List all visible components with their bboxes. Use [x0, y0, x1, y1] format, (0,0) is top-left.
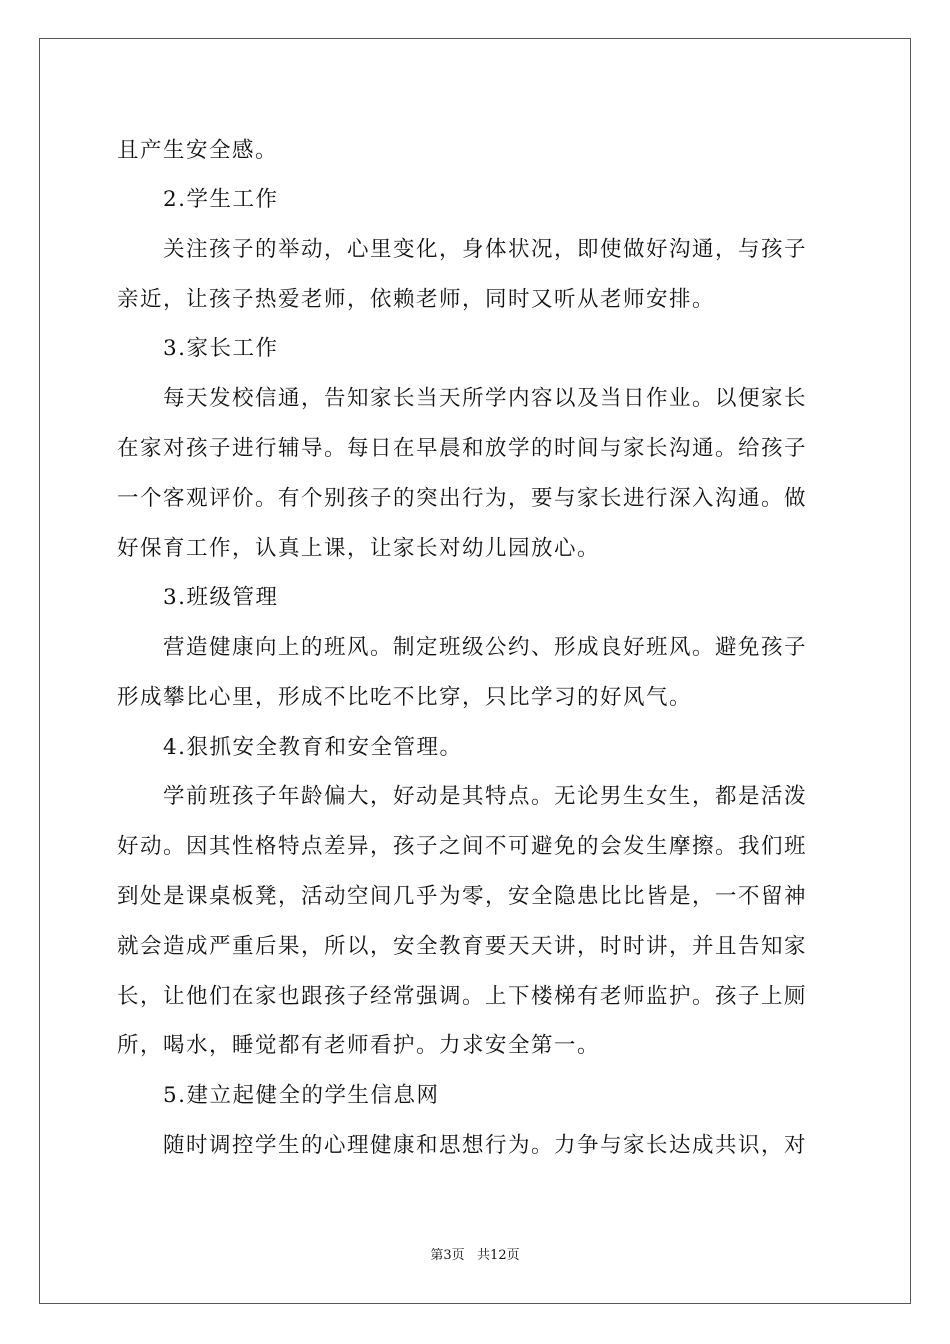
section-heading: 4.狠抓安全教育和安全管理。 [163, 735, 463, 760]
text-line: 形成攀比心里，形成不比吃不比穿，只比学习的好风气。 [117, 685, 693, 710]
paragraph-first-line: 每天发校信通，告知家长当天所学内容以及当日作业。以便家长 [163, 386, 808, 411]
text-line: 在家对孩子进行辅导。每日在早晨和放学的时间与家长沟通。给孩子 [117, 436, 808, 461]
paragraph-first-line: 关注孩子的举动，心里变化，身体状况，即使做好沟通，与孩子 [163, 237, 808, 262]
text-line: 所，喝水，睡觉都有老师看护。力求安全第一。 [117, 1033, 601, 1058]
paragraph-first-line: 学前班孩子年龄偏大，好动是其特点。无论男生女生，都是活泼 [163, 784, 808, 809]
text-line: 到处是课桌板凳，活动空间几乎为零，安全隐患比比皆是，一不留神 [117, 884, 808, 909]
text-line: 且产生安全感。 [117, 138, 279, 163]
section-heading: 3.班级管理 [163, 585, 279, 610]
paragraph-first-line: 随时调控学生的心理健康和思想行为。力争与家长达成共识，对 [163, 1133, 808, 1158]
text-line: 亲近，让孩子热爱老师，依赖老师，同时又听从老师安排。 [117, 287, 716, 312]
page-footer: 第3页 共12页 [430, 1248, 520, 1263]
text-line: 就会造成严重后果，所以，安全教育要天天讲，时时讲，并且告知家 [117, 934, 808, 959]
page-border [39, 38, 911, 1304]
text-line: 好动。因其性格特点差异，孩子之间不可避免的会发生摩擦。我们班 [117, 834, 808, 859]
text-line: 一个客观评价。有个别孩子的突出行为，要与家长进行深入沟通。做 [117, 486, 808, 511]
text-line: 长，让他们在家也跟孩子经常强调。上下楼梯有老师监护。孩子上厕 [117, 984, 808, 1009]
section-heading: 5.建立起健全的学生信息网 [163, 1083, 440, 1108]
text-line: 好保育工作，认真上课，让家长对幼儿园放心。 [117, 536, 601, 561]
section-heading: 2.学生工作 [163, 187, 279, 212]
paragraph-first-line: 营造健康向上的班风。制定班级公约、形成良好班风。避免孩子 [163, 635, 808, 660]
section-heading: 3.家长工作 [163, 336, 279, 361]
